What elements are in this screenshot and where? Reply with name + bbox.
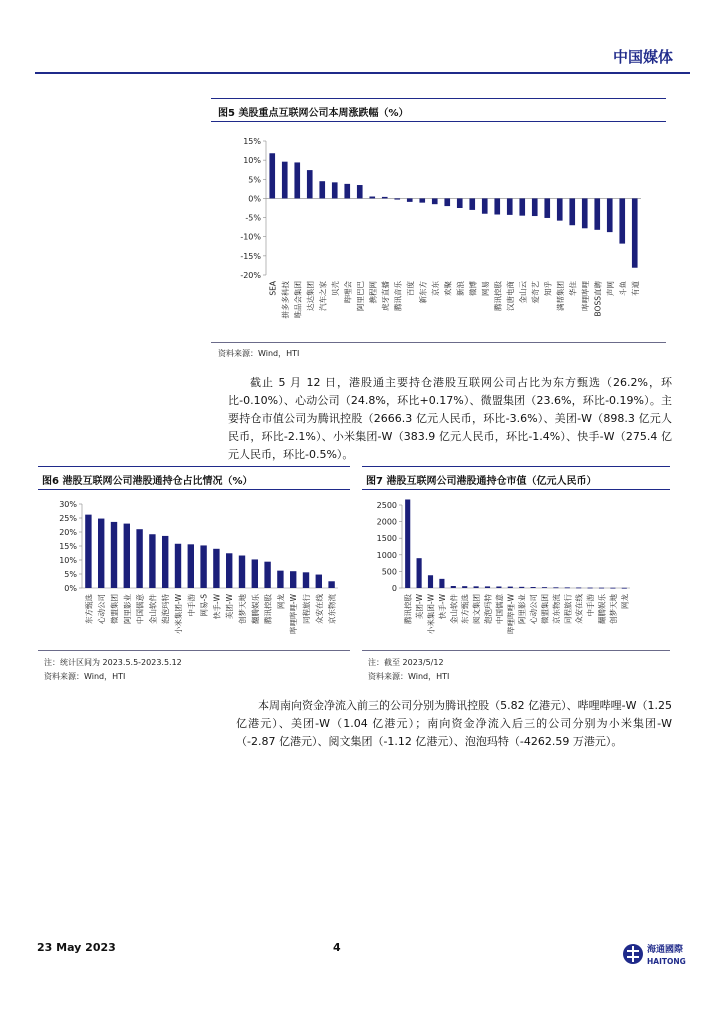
fig5-category-label: 唯品会集团 xyxy=(293,281,303,319)
fig5-category-label: 哔哩哔哩 xyxy=(580,281,590,311)
fig6-ytick-label: 0% xyxy=(64,584,77,593)
fig7-bar xyxy=(485,586,490,588)
fig5-category-label: 阿里巴巴 xyxy=(355,281,365,311)
fig6-title-rule xyxy=(38,489,350,490)
fig6-bar xyxy=(175,544,181,588)
fig7-bar xyxy=(531,587,536,588)
fig7-category-label: 阿里影业 xyxy=(517,594,527,624)
fig7-ytick-label: 2000 xyxy=(376,517,397,527)
fig5-bar xyxy=(482,198,488,213)
fig5-bar xyxy=(357,185,363,198)
fig5-bar xyxy=(519,198,525,215)
fig5-bar xyxy=(582,198,588,228)
fig7-category-label: 京东物流 xyxy=(551,594,561,624)
fig6-category-label: 同程旅行 xyxy=(302,594,311,624)
fig5-category-label: 虎牙直播 xyxy=(380,281,390,311)
fig5-category-label: 满帮集团 xyxy=(555,281,565,311)
fig7-category-label: 同程旅行 xyxy=(563,594,573,624)
fig5-category-label: 京东 xyxy=(430,281,440,296)
fig5-bar xyxy=(369,197,375,199)
fig5-ytick-label: -15% xyxy=(240,251,261,261)
fig7-bar xyxy=(405,499,410,588)
fig6-bar xyxy=(226,553,232,588)
fig6-ytick-label: 25% xyxy=(59,514,77,523)
fig5-bar xyxy=(382,197,388,199)
fig5-category-label: 网易 xyxy=(480,281,490,296)
fig6-category-label: 金山软件 xyxy=(148,594,158,624)
fig6-bottom-rule xyxy=(38,650,350,651)
fig7-category-label: 心动公司 xyxy=(529,594,539,624)
fig5-category-label: 斗鱼 xyxy=(618,281,628,296)
fig5-ytick-label: -5% xyxy=(245,213,261,223)
fig6-category-label: 创梦天地 xyxy=(238,594,247,624)
fig6-bar xyxy=(303,572,309,588)
fig7-category-label: 网龙 xyxy=(620,594,630,609)
fig7-category-label: 翻腾娱乐 xyxy=(597,594,607,624)
fig6-ytick-label: 5% xyxy=(64,570,77,579)
fig7-chart xyxy=(362,492,670,650)
fig5-category-label: SEA xyxy=(268,281,278,296)
fig6-category-label: 泡泡玛特 xyxy=(161,594,171,624)
fig7-bar xyxy=(417,558,422,588)
fig7-bar xyxy=(542,587,547,588)
fig6-category-label: 腾讯控股 xyxy=(263,594,273,624)
fig7-category-label: 美团-W xyxy=(415,594,425,620)
fig7-category-label: 阅文集团 xyxy=(472,594,482,624)
fig6-bar xyxy=(200,545,206,588)
fig6-ytick-label: 10% xyxy=(59,556,77,565)
fig5-ytick-label: -20% xyxy=(240,271,261,280)
fig5-bar xyxy=(619,198,625,243)
fig5-bar xyxy=(632,198,638,267)
fig6-category-label: 哔哩哔哩-W xyxy=(289,594,299,635)
fig6-bar xyxy=(264,562,270,588)
fig7-ytick-label: 0 xyxy=(391,584,397,593)
fig5-bar xyxy=(419,198,425,202)
fig6-bar xyxy=(252,559,258,588)
fig6-bar xyxy=(124,524,130,588)
fig6-bar xyxy=(85,515,91,588)
fig5-category-label: 拼多多科技 xyxy=(280,281,290,319)
fig7-category-label: 中手游 xyxy=(586,594,596,617)
page-number: 4 xyxy=(333,941,341,954)
fig5-category-label: 知乎 xyxy=(543,281,553,296)
fig7-category-label: 中国儒意 xyxy=(494,594,504,624)
fig5-category-label: 腾讯控股 xyxy=(493,281,503,311)
fig5-category-label: 金山云 xyxy=(518,281,528,304)
fig5-ytick-label: 5% xyxy=(248,175,261,185)
fig6-bar xyxy=(136,529,142,588)
fig6-category-label: 中手游 xyxy=(186,594,196,617)
fig5-bar xyxy=(557,198,563,220)
fig5-category-label: 腾讯音乐 xyxy=(393,281,403,311)
fig5-bar xyxy=(407,198,413,201)
fig6-ytick-label: 30% xyxy=(59,500,77,509)
fig7-bottom-rule xyxy=(362,650,670,651)
fig7-category-label: 金山软件 xyxy=(449,594,459,624)
fig5-bar xyxy=(344,184,350,199)
fig7-category-label: 小米集团-W xyxy=(426,594,436,635)
fig5-bar xyxy=(607,198,613,232)
fig6-note: 注：统计区间为 2023.5.5-2023.5.12 xyxy=(44,658,182,667)
footer-date: 23 May 2023 xyxy=(37,941,116,954)
fig5-category-label: 哔哩会 xyxy=(343,281,353,304)
fig5-category-label: 百度 xyxy=(405,281,415,296)
fig7-ytick-label: 500 xyxy=(381,567,397,577)
fig6-bar xyxy=(213,549,219,588)
fig5-bar xyxy=(469,198,475,209)
fig5-bar xyxy=(544,198,550,218)
fig7-bar xyxy=(588,588,593,589)
fig6-bar xyxy=(149,534,155,588)
fig7-ytick-label: 2500 xyxy=(376,501,397,510)
fig6-source: 资料来源：Wind，HTI xyxy=(44,672,126,681)
fig5-ytick-label: 15% xyxy=(243,137,261,146)
fig7-category-label: 众安在线 xyxy=(574,594,584,624)
fig7-category-label: 东方甄选 xyxy=(460,594,470,624)
fig6-bar xyxy=(277,571,283,588)
fig7-bar xyxy=(428,575,433,588)
fig6-bar xyxy=(328,581,334,588)
fig5-bar xyxy=(319,181,325,198)
fig7-title-rule xyxy=(362,489,670,490)
fig6-top-rule xyxy=(38,466,350,467)
fig7-ytick-label: 1000 xyxy=(376,550,397,560)
fig5-category-label: 有道 xyxy=(630,281,640,296)
fig5-title: 图5 美股重点互联网公司本周涨跌幅（%） xyxy=(218,108,409,119)
fig6-category-label: 小米集团-W xyxy=(174,594,183,635)
fig5-ytick-label: 10% xyxy=(243,156,261,166)
fig5-category-label: 声网 xyxy=(605,281,615,296)
fig6-category-label: 快手-W xyxy=(212,594,222,620)
fig6-category-label: 翻腾娱乐 xyxy=(250,594,260,624)
fig6-bar xyxy=(239,556,245,588)
fig7-category-label: 创梦天地 xyxy=(608,594,618,624)
fig5-category-label: 达达集团 xyxy=(305,281,315,311)
fig7-bar xyxy=(439,579,444,588)
fig5-bar xyxy=(269,153,275,198)
paragraph-southbound-flows: 本周南向资金净流入前三的公司分别为腾讯控股（5.82 亿港元）、哔哩哔哩-W（1.25 亿港元）、美团-W（1.04 亿港元）；南向资金净流入后三的公司分别为小米集团-W（-2.87 亿港元）、阅文集团（-1.12 亿港元）、泡泡玛特（-4262.59 万港元）。 xyxy=(236,699,672,748)
fig7-bar xyxy=(553,587,558,588)
fig5-bar xyxy=(507,198,513,214)
fig5-bar xyxy=(282,162,288,199)
fig7-category-label: 哔哩哔哩-W xyxy=(506,594,516,635)
fig7-category-label: 泡泡玛特 xyxy=(483,594,493,624)
fig5-top-rule xyxy=(211,98,666,99)
fig6-category-label: 京东物流 xyxy=(327,594,337,624)
fig6-category-label: 网易-S xyxy=(199,594,209,617)
fig6-title: 图6 港股互联网公司港股通持仓占比情况（%） xyxy=(42,476,253,487)
fig6-ytick-label: 15% xyxy=(59,542,77,551)
haitong-logo xyxy=(622,939,692,969)
fig5-category-label: 华住 xyxy=(568,281,578,296)
fig6-category-label: 微盟集团 xyxy=(110,594,119,624)
fig5-category-label: 汉唐电商 xyxy=(505,281,515,311)
fig7-bar xyxy=(610,588,615,589)
fig5-category-label: 新东方 xyxy=(418,281,428,304)
fig5-category-label: 微博 xyxy=(468,281,478,296)
fig7-title: 图7 港股互联网公司港股通持仓市值（亿元人民币） xyxy=(366,476,597,487)
fig6-bar xyxy=(111,522,117,588)
fig7-source: 资料来源：Wind，HTI xyxy=(368,672,450,681)
fig6-ytick-label: 20% xyxy=(59,528,77,537)
fig6-category-label: 众安在线 xyxy=(314,594,324,624)
header-rule xyxy=(35,72,690,74)
fig5-bar xyxy=(594,198,600,229)
fig7-top-rule xyxy=(362,466,670,467)
fig5-category-label: 贝壳 xyxy=(330,281,340,296)
fig5-bar xyxy=(432,198,438,204)
fig5-bar xyxy=(294,162,300,198)
fig5-category-label: 携程网 xyxy=(368,281,378,304)
haitong-logo-icon xyxy=(622,939,692,969)
fig6-chart xyxy=(38,492,350,650)
fig6-bar xyxy=(316,575,322,588)
fig5-bar xyxy=(444,198,450,206)
fig7-ytick-label: 1500 xyxy=(376,534,397,544)
fig7-bar xyxy=(496,587,501,588)
fig5-bar xyxy=(394,198,400,199)
report-header-title: 中国媒体 xyxy=(612,48,673,66)
fig5-chart xyxy=(211,124,666,342)
fig5-category-label: 欢聚 xyxy=(443,281,453,296)
fig5-title-rule xyxy=(211,121,666,122)
fig7-bar xyxy=(565,587,570,588)
fig5-bar xyxy=(494,198,500,214)
fig6-bar xyxy=(98,519,104,588)
fig5-ytick-label: 0% xyxy=(248,194,261,204)
fig5-bottom-rule xyxy=(211,342,666,343)
fig6-category-label: 心动公司 xyxy=(97,594,107,624)
fig5-source: 资料来源：Wind，HTI xyxy=(218,349,300,358)
fig6-bar xyxy=(188,544,194,588)
fig5-bar xyxy=(532,198,538,216)
fig5-bar xyxy=(307,170,313,198)
fig7-category-label: 快手-W xyxy=(437,594,447,620)
fig5-bar xyxy=(569,198,575,225)
fig6-category-label: 阿里影业 xyxy=(122,594,132,624)
paragraph-holdings: 截止 5 月 12 日，港股通主要持仓港股互联网公司占比为东方甄选（26.2%，环比-0.10%）、心动公司（24.8%，环比+0.17%）、微盟集团（23.6%，环比-0.19%）。主要持仓市值公司为腾讯控股（2666.3 亿元人民币，环比-3.6%）、美团-W（898.3 亿元人民币，环比-2.1%）、小米集团-W（383.9 亿元人民币，环比-1.4%）、快手-W（275.4 亿元人民币，环比-0.5%）。 xyxy=(228,376,672,461)
fig6-category-label: 东方甄选 xyxy=(84,594,94,624)
fig7-bar xyxy=(519,587,524,588)
fig7-category-label: 微盟集团 xyxy=(540,594,550,624)
fig5-category-label: BOSS直聘 xyxy=(593,281,603,317)
fig5-bar xyxy=(332,182,338,198)
logo-english-text: HAITONG xyxy=(647,957,686,966)
fig6-category-label: 美团-W xyxy=(225,594,235,620)
fig5-category-label: 汽车之家 xyxy=(318,281,328,311)
fig7-note: 注：截至 2023/5/12 xyxy=(368,658,444,667)
fig7-bar xyxy=(451,586,456,588)
fig7-bar xyxy=(622,588,627,589)
fig7-bar xyxy=(474,586,479,588)
fig5-ytick-label: -10% xyxy=(240,232,261,242)
fig6-category-label: 中国儒意 xyxy=(135,594,145,624)
fig7-bar xyxy=(508,587,513,588)
fig7-category-label: 腾讯控股 xyxy=(403,594,413,624)
fig6-bar xyxy=(290,571,296,588)
fig6-category-label: 网龙 xyxy=(276,594,286,609)
fig5-bar xyxy=(457,198,463,208)
logo-chinese-text: 海通國際 xyxy=(647,945,684,955)
fig7-bar xyxy=(599,588,604,589)
fig5-category-label: 爱奇艺 xyxy=(530,281,540,304)
fig6-bar xyxy=(162,536,168,588)
fig5-category-label: 新浪 xyxy=(455,281,465,296)
fig7-bar xyxy=(576,588,581,589)
fig7-bar xyxy=(462,586,467,588)
